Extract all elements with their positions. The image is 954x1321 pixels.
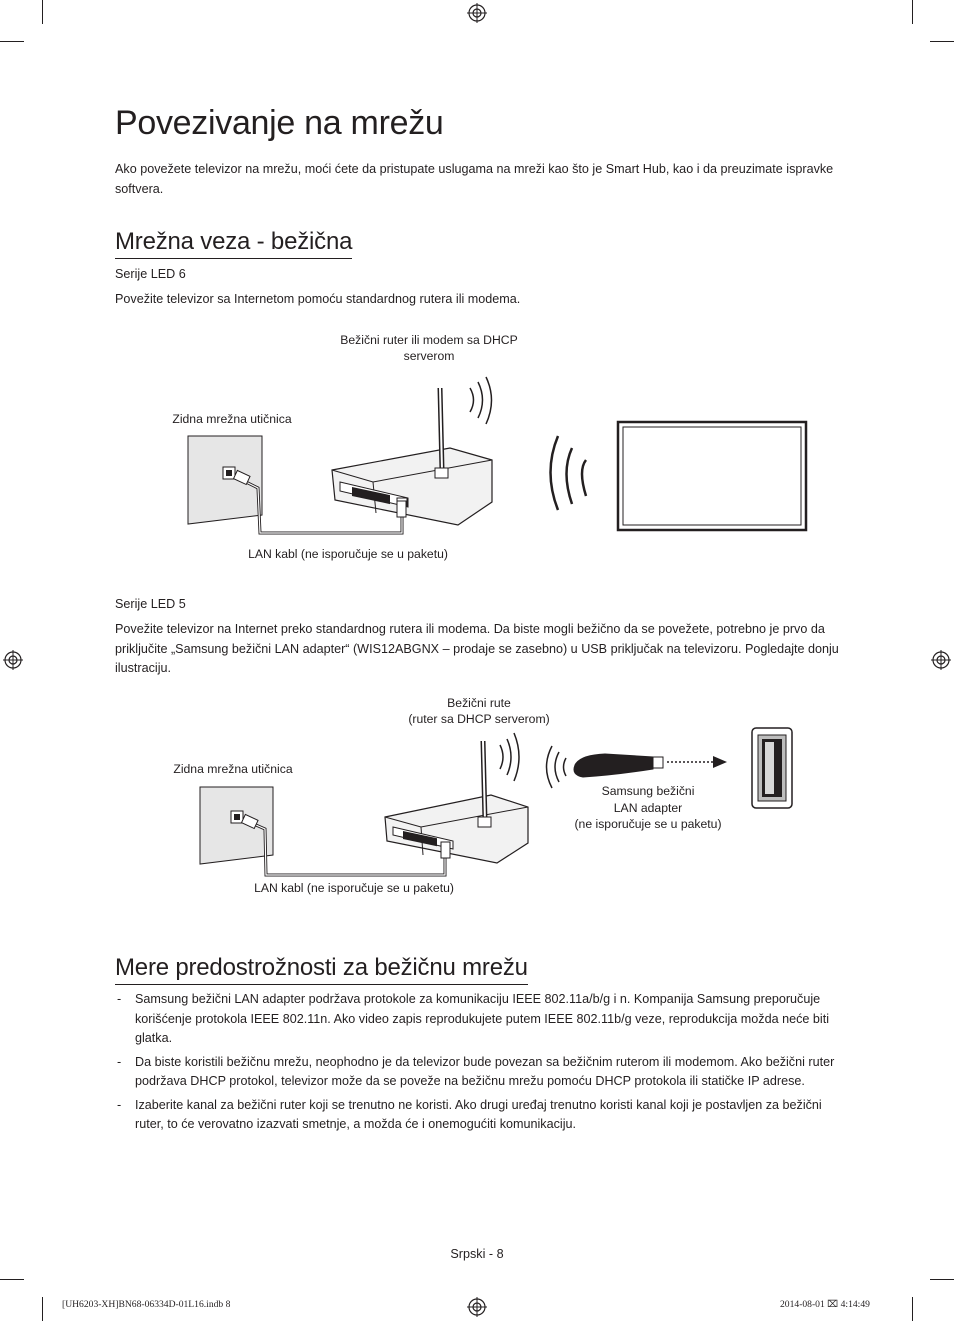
wall-socket-icon [188, 436, 262, 524]
print-timestamp: 2014-08-01 ⌧ 4:14:49 [780, 1299, 870, 1310]
list-item: - Da biste koristili bežičnu mrežu, neophodno je da televizor bude povezan sa bežičnim ruterom ili modemom. Ako bežični ruter podržava DHCP protokol, televizor može da se poveže na bežičnu mrežu pomoću DHCP protokola ili statičke IP adrese. [117, 1054, 835, 1088]
crop-mark [42, 0, 43, 24]
router-label: Bežični ruter ili modem sa DHCP serverom [340, 333, 518, 363]
precautions-list [115, 990, 840, 1139]
page-number: Srpski - 8 [450, 1247, 504, 1261]
list-item: - Izaberite kanal za bežični ruter koji se trenutno ne koristi. Ako drugi uređaj trenutno koristi kanal koji je postavljen za bežični ruter, to će verovatno izazvati smetnje, a možda će i onemogućiti komunikaciju. [117, 1097, 822, 1131]
registration-mark-icon [467, 3, 487, 23]
crop-mark [912, 0, 913, 24]
arrow-head-icon [713, 756, 727, 768]
usb-port-icon [752, 728, 792, 808]
page-title: Povezivanje na mrežu [115, 104, 444, 142]
wireless-signal-icon [547, 746, 567, 788]
crop-mark [912, 1297, 913, 1321]
network-diagram-led6 [180, 370, 810, 540]
crop-mark [930, 1279, 954, 1280]
lan-cable-label: LAN kabl (ne isporučuje se u paketu) [248, 547, 448, 561]
crop-mark [930, 41, 954, 42]
router-label-line-1: Bežični rute [447, 696, 511, 710]
subheading-led6: Serije LED 6 [115, 267, 186, 281]
crop-mark [0, 1279, 24, 1280]
router-label-line-2: (ruter sa DHCP serverom) [408, 712, 550, 726]
list-item: - Samsung bežični LAN adapter podržava protokole za komunikaciju IEEE 802.11a/b/g i n. Kompanija Samsung preporučuje korišćenje protokola IEEE 802.11n. Ako video zapis reprodukujete putem IEEE 802.11b/g veze, reprodukcija možda neće biti glatka. [117, 992, 830, 1045]
section-heading-precautions: Mere predostrožnosti za bežičnu mrežu [115, 954, 528, 985]
lan-cable-label: LAN kabl (ne isporučuje se u paketu) [254, 881, 454, 895]
crop-mark [0, 41, 24, 42]
wireless-router-icon [385, 733, 528, 863]
wireless-router-icon [332, 377, 492, 525]
adapter-label-line-3: (ne isporučuje se u paketu) [574, 817, 722, 831]
crop-mark [42, 1297, 43, 1321]
tv-icon [618, 422, 806, 530]
file-info: [UH6203-XH]BN68-06334D-01L16.indb 8 [62, 1299, 231, 1310]
section-heading-wireless: Mrežna veza - bežična [115, 228, 352, 259]
wireless-signal-icon [551, 436, 587, 510]
led6-paragraph: Povežite televizor sa Internetom pomoću standardnog rutera ili modema. [115, 292, 521, 306]
network-diagram-led5 [195, 725, 800, 885]
subheading-led5: Serije LED 5 [115, 597, 186, 611]
adapter-label-line-1: Samsung bežični [601, 784, 695, 798]
registration-mark-icon [3, 650, 23, 670]
adapter-label-line-2: LAN adapter [613, 801, 683, 815]
wall-socket-label: Zidna mrežna utičnica [172, 412, 292, 426]
wall-socket-icon [200, 787, 273, 864]
wall-socket-label: Zidna mrežna utičnica [173, 762, 293, 776]
registration-mark-icon [467, 1297, 487, 1317]
led5-paragraph: Povežite televizor na Internet preko standardnog rutera ili modema. Da biste mogli bežično da se povežete, potrebno je prvo da priključite „Samsung bežični LAN adapter“ (WIS12ABGNX – prodaje se zasebno) u USB priključak na televizoru. Pogledajte donju ilustraciju. [115, 622, 839, 675]
intro-paragraph: Ako povežete televizor na mrežu, moći ćete da pristupate uslugama na mreži kao što je Smart Hub, kao i da preuzimate ispravke softvera. [115, 162, 834, 196]
registration-mark-icon [931, 650, 951, 670]
usb-adapter-icon [574, 754, 663, 777]
